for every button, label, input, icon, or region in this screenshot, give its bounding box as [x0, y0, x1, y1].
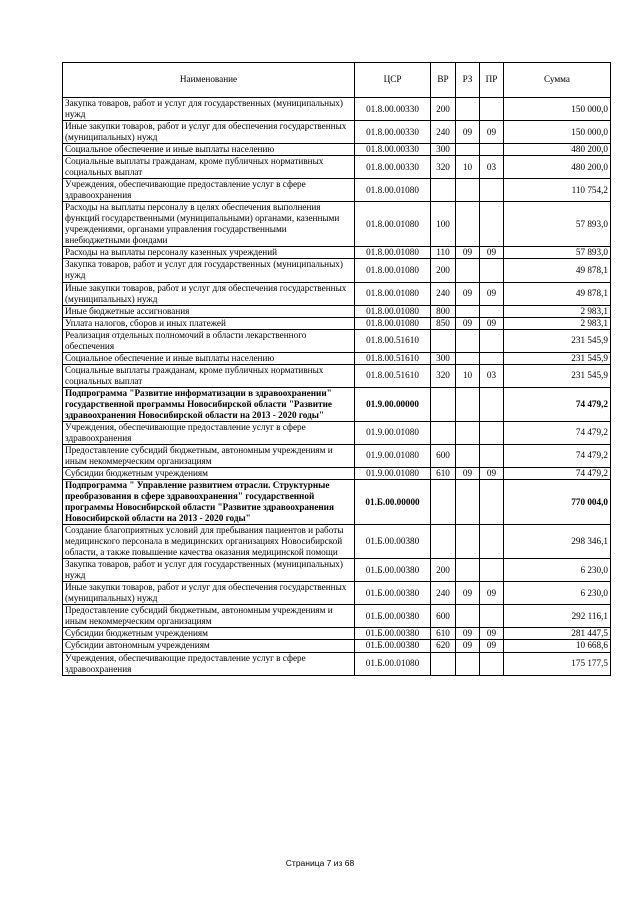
cell-rz: 09: [456, 282, 480, 305]
cell-name: Социальные выплаты гражданам, кроме публичных нормативных социальных выплат: [63, 156, 355, 179]
cell-vr: 850: [431, 317, 456, 329]
cell-name: Иные закупки товаров, работ и услуг для обеспечения государственных (муниципальных) нужд: [63, 282, 355, 305]
cell-sum: 770 004,0: [504, 480, 611, 525]
cell-vr: 600: [431, 444, 456, 467]
cell-vr: 240: [431, 121, 456, 144]
cell-sum: 298 346,1: [504, 525, 611, 559]
cell-rz: [456, 179, 480, 202]
table-row: [63, 247, 611, 259]
cell-csr: 01.9.00.01080: [355, 468, 431, 480]
cell-name: Субсидии автономным учреждениям: [63, 640, 355, 652]
cell-pr: [480, 605, 504, 628]
cell-pr: [480, 179, 504, 202]
cell-csr: 01.Б.00.00380: [355, 628, 431, 640]
table-row: [63, 144, 611, 156]
cell-name: Предоставление субсидий бюджетным, автономным учреждениям и иным некоммерческим организациям: [63, 605, 355, 628]
cell-rz: [456, 444, 480, 467]
cell-pr: [480, 387, 504, 421]
cell-vr: 320: [431, 156, 456, 179]
cell-sum: 150 000,0: [504, 98, 611, 121]
cell-sum: 6 230,0: [504, 559, 611, 582]
cell-sum: 74 479,2: [504, 444, 611, 467]
cell-rz: [456, 421, 480, 444]
cell-vr: 620: [431, 640, 456, 652]
cell-name: Закупка товаров, работ и услуг для государственных (муниципальных) нужд: [63, 98, 355, 121]
cell-sum: 150 000,0: [504, 121, 611, 144]
cell-pr: 09: [480, 628, 504, 640]
cell-sum: 6 230,0: [504, 582, 611, 605]
cell-rz: [456, 144, 480, 156]
cell-csr: 01.8.00.01080: [355, 282, 431, 305]
cell-name: Иные закупки товаров, работ и услуг для обеспечения государственных (муниципальных) нужд: [63, 582, 355, 605]
cell-vr: 300: [431, 144, 456, 156]
table-row: [63, 421, 611, 444]
table-row: [63, 582, 611, 605]
table-row: [63, 444, 611, 467]
cell-name: Создание благоприятных условий для пребывания пациентов и работы медицинского персонала в медицинских организациях Новосибирской области, а также повышение качества оказания медицинской помощи: [63, 525, 355, 559]
header-rz: РЗ: [456, 63, 480, 98]
cell-pr: [480, 421, 504, 444]
cell-sum: 49 878,1: [504, 259, 611, 282]
cell-name: Расходы на выплаты персоналу в целях обеспечения выполнения функций государственными (муниципальными) органами, казенными учреждениями, органами управления государственными внебюджетными фондами: [63, 202, 355, 247]
cell-sum: 175 177,5: [504, 652, 611, 675]
cell-csr: 01.Б.00.00380: [355, 582, 431, 605]
cell-sum: 2 983,1: [504, 317, 611, 329]
cell-rz: [456, 525, 480, 559]
cell-name: Иные закупки товаров, работ и услуг для обеспечения государственных (муниципальных) нужд: [63, 121, 355, 144]
cell-name: Социальное обеспечение и иные выплаты населению: [63, 352, 355, 364]
table-row: [63, 652, 611, 675]
cell-sum: 74 479,2: [504, 421, 611, 444]
cell-pr: [480, 259, 504, 282]
cell-pr: [480, 144, 504, 156]
cell-name: Уплата налогов, сборов и иных платежей: [63, 317, 355, 329]
cell-name: Субсидии бюджетным учреждениям: [63, 628, 355, 640]
cell-csr: 01.8.00.01080: [355, 305, 431, 317]
cell-vr: 200: [431, 559, 456, 582]
cell-rz: [456, 387, 480, 421]
cell-vr: [431, 179, 456, 202]
cell-pr: 09: [480, 640, 504, 652]
cell-sum: 74 479,2: [504, 468, 611, 480]
cell-vr: [431, 525, 456, 559]
header-pr: ПР: [480, 63, 504, 98]
page-number: Страница 7 из 68: [285, 858, 355, 868]
cell-pr: 09: [480, 282, 504, 305]
cell-csr: 01.9.00.01080: [355, 421, 431, 444]
cell-vr: 200: [431, 98, 456, 121]
cell-name: Субсидии бюджетным учреждениям: [63, 468, 355, 480]
header-vr: ВР: [431, 63, 456, 98]
cell-name: Учреждения, обеспечивающие предоставление услуг в сфере здравоохранения: [63, 179, 355, 202]
cell-csr: 01.Б.00.00380: [355, 640, 431, 652]
cell-pr: 09: [480, 582, 504, 605]
table-row: [63, 525, 611, 559]
cell-pr: 09: [480, 317, 504, 329]
cell-pr: 09: [480, 247, 504, 259]
cell-sum: 49 878,1: [504, 282, 611, 305]
cell-name: Закупка товаров, работ и услуг для государственных (муниципальных) нужд: [63, 259, 355, 282]
budget-table: [62, 62, 611, 676]
cell-rz: [456, 652, 480, 675]
cell-csr: 01.8.00.51610: [355, 329, 431, 352]
cell-name: Закупка товаров, работ и услуг для государственных (муниципальных) нужд: [63, 559, 355, 582]
cell-csr: 01.8.00.01080: [355, 247, 431, 259]
cell-vr: [431, 329, 456, 352]
cell-sum: 10 668,6: [504, 640, 611, 652]
table-header: [63, 63, 611, 98]
cell-vr: 800: [431, 305, 456, 317]
table-row: [63, 317, 611, 329]
table-row: [63, 480, 611, 525]
cell-name: Учреждения, обеспечивающие предоставление услуг в сфере здравоохранения: [63, 421, 355, 444]
cell-sum: 231 545,9: [504, 364, 611, 387]
cell-csr: 01.Б.00.01080: [355, 652, 431, 675]
cell-rz: 09: [456, 640, 480, 652]
cell-csr: 01.8.00.01080: [355, 202, 431, 247]
cell-pr: [480, 652, 504, 675]
cell-pr: 09: [480, 468, 504, 480]
cell-vr: 320: [431, 364, 456, 387]
cell-rz: 09: [456, 468, 480, 480]
cell-vr: 610: [431, 628, 456, 640]
cell-pr: 03: [480, 364, 504, 387]
cell-sum: 480 200,0: [504, 144, 611, 156]
cell-csr: 01.8.00.00330: [355, 98, 431, 121]
cell-vr: 100: [431, 202, 456, 247]
cell-rz: [456, 305, 480, 317]
cell-sum: 57 893,0: [504, 202, 611, 247]
cell-sum: 292 116,1: [504, 605, 611, 628]
cell-vr: 110: [431, 247, 456, 259]
cell-vr: [431, 387, 456, 421]
cell-rz: 09: [456, 121, 480, 144]
cell-name: Иные бюджетные ассигнования: [63, 305, 355, 317]
cell-csr: 01.8.00.00330: [355, 121, 431, 144]
cell-name: Учреждения, обеспечивающие предоставление услуг в сфере здравоохранения: [63, 652, 355, 675]
cell-pr: 03: [480, 156, 504, 179]
cell-csr: 01.Б.00.00000: [355, 480, 431, 525]
cell-vr: 600: [431, 605, 456, 628]
table-row: [63, 468, 611, 480]
cell-sum: 110 754,2: [504, 179, 611, 202]
cell-name: Предоставление субсидий бюджетным, автономным учреждениям и иным некоммерческим организациям: [63, 444, 355, 467]
cell-pr: [480, 329, 504, 352]
table-row: [63, 640, 611, 652]
table-row: [63, 202, 611, 247]
cell-vr: 300: [431, 352, 456, 364]
cell-sum: 74 479,2: [504, 387, 611, 421]
table-row: [63, 98, 611, 121]
cell-csr: 01.Б.00.00380: [355, 525, 431, 559]
cell-csr: 01.8.00.01080: [355, 317, 431, 329]
cell-csr: 01.8.00.51610: [355, 364, 431, 387]
cell-name: Реализация отдельных полномочий в области лекарственного обеспечения: [63, 329, 355, 352]
cell-rz: [456, 352, 480, 364]
cell-rz: 09: [456, 317, 480, 329]
cell-pr: 09: [480, 121, 504, 144]
table-row: [63, 305, 611, 317]
cell-csr: 01.9.00.01080: [355, 444, 431, 467]
cell-rz: [456, 202, 480, 247]
cell-sum: 231 545,9: [504, 329, 611, 352]
cell-vr: [431, 480, 456, 525]
cell-csr: 01.Б.00.00380: [355, 605, 431, 628]
table-row: [63, 259, 611, 282]
cell-vr: 610: [431, 468, 456, 480]
cell-name: Социальное обеспечение и иные выплаты населению: [63, 144, 355, 156]
cell-rz: 10: [456, 364, 480, 387]
cell-rz: 09: [456, 247, 480, 259]
cell-rz: [456, 559, 480, 582]
header-csr: ЦСР: [355, 63, 431, 98]
cell-name: Социальные выплаты гражданам, кроме публичных нормативных социальных выплат: [63, 364, 355, 387]
table-row: [63, 387, 611, 421]
table-row: [63, 364, 611, 387]
cell-pr: [480, 305, 504, 317]
cell-sum: 57 893,0: [504, 247, 611, 259]
cell-name: Подпрограмма " Управление развитием отрасли. Структурные преобразования в сфере здравоохранения" государственной программы Новосибирской области "Развитие здравоохранения Новосибирской области на 2013 - 2020 годы": [63, 480, 355, 525]
header-row: [63, 63, 611, 98]
cell-csr: 01.Б.00.00380: [355, 559, 431, 582]
cell-csr: 01.9.00.00000: [355, 387, 431, 421]
cell-vr: [431, 421, 456, 444]
cell-csr: 01.8.00.00330: [355, 156, 431, 179]
cell-rz: 10: [456, 156, 480, 179]
cell-sum: 231 545,9: [504, 352, 611, 364]
cell-rz: [456, 329, 480, 352]
cell-csr: 01.8.00.51610: [355, 352, 431, 364]
table-row: [63, 329, 611, 352]
cell-pr: [480, 525, 504, 559]
cell-vr: 200: [431, 259, 456, 282]
table-body: [63, 98, 611, 676]
cell-sum: 281 447,5: [504, 628, 611, 640]
cell-vr: 240: [431, 282, 456, 305]
header-name: Наименование: [63, 63, 355, 98]
cell-rz: [456, 98, 480, 121]
cell-name: Подпрограмма "Развитие информатизации в здравоохранении" государственной программы Новосибирской области "Развитие здравоохранения Новосибирской области на 2013 - 2020 годы": [63, 387, 355, 421]
cell-name: Расходы на выплаты персоналу казенных учреждений: [63, 247, 355, 259]
table-row: [63, 605, 611, 628]
cell-rz: [456, 259, 480, 282]
cell-pr: [480, 444, 504, 467]
cell-csr: 01.8.00.01080: [355, 179, 431, 202]
table-row: [63, 628, 611, 640]
cell-vr: 240: [431, 582, 456, 605]
cell-sum: 480 200,0: [504, 156, 611, 179]
cell-rz: 09: [456, 628, 480, 640]
header-sum: Сумма: [504, 63, 611, 98]
cell-rz: [456, 605, 480, 628]
cell-pr: [480, 559, 504, 582]
table-row: [63, 352, 611, 364]
cell-rz: 09: [456, 582, 480, 605]
cell-csr: 01.8.00.00330: [355, 144, 431, 156]
table-row: [63, 179, 611, 202]
cell-pr: [480, 352, 504, 364]
cell-vr: [431, 652, 456, 675]
table-row: [63, 282, 611, 305]
cell-sum: 2 983,1: [504, 305, 611, 317]
table-row: [63, 559, 611, 582]
cell-pr: [480, 480, 504, 525]
cell-csr: 01.8.00.01080: [355, 259, 431, 282]
table-row: [63, 156, 611, 179]
table-row: [63, 121, 611, 144]
cell-pr: [480, 98, 504, 121]
cell-pr: [480, 202, 504, 247]
cell-rz: [456, 480, 480, 525]
